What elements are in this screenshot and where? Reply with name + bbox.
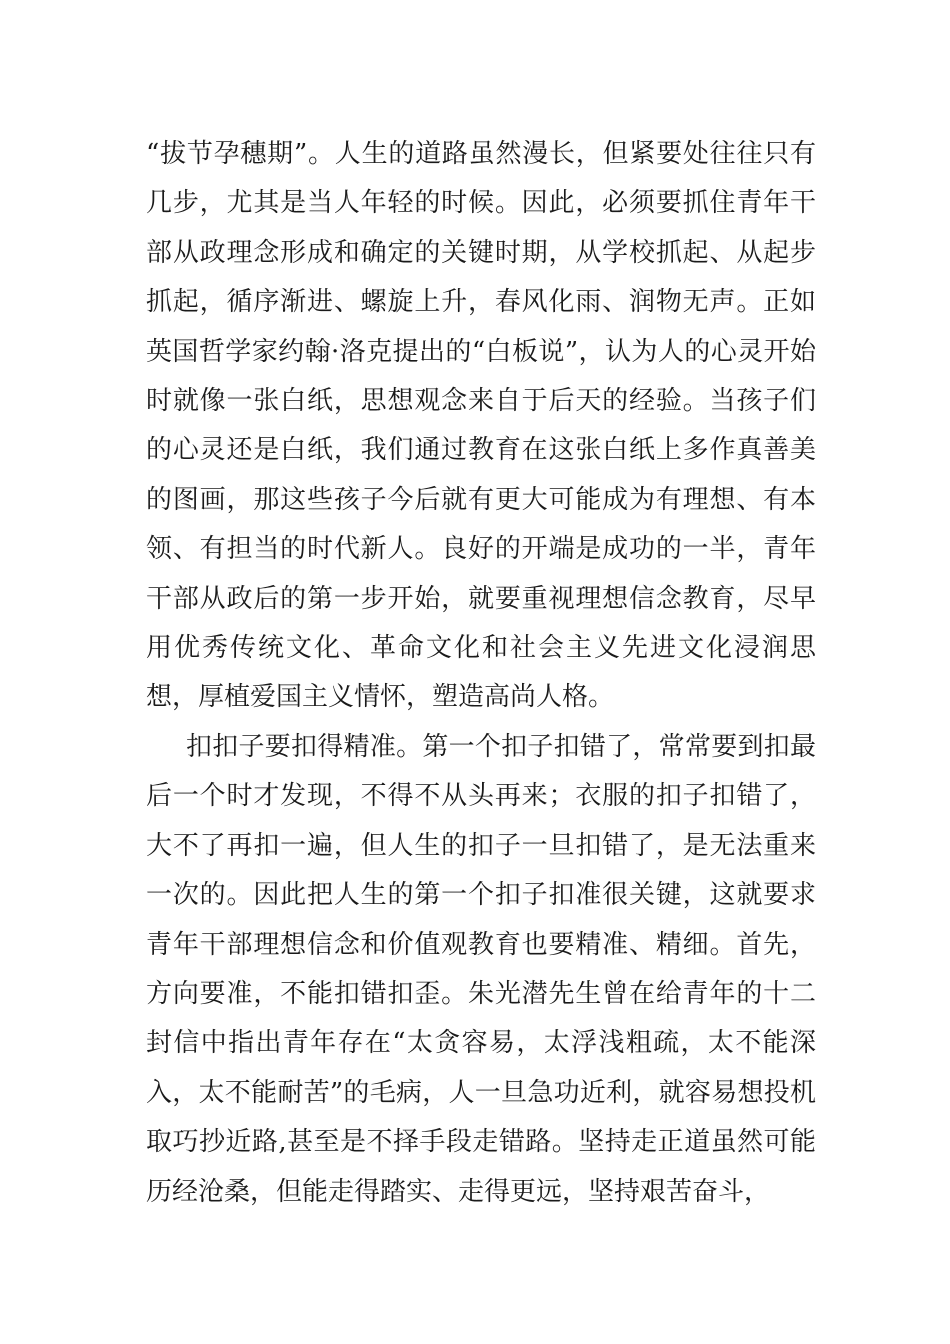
- paragraph-buttoning: 扣扣子要扣得精准。第一个扣子扣错了，常常要到扣最后一个时才发现，不得不从头再来；衣服的扣子扣错了，大不了再扣一遍，但人生的扣子一旦扣错了，是无法重来一次的。因此把人生的第一个扣子扣准很关键，这就要求青年干部理想信念和价值观教育也要精准、精细。首先，方向要准，不能扣错扣歪。朱光潜先生曾在给青年的十二封信中指出青年存在“太贪容易，太浮浅粗疏，太不能深入，太不能耐苦”的毛病，人一旦急功近利，就容易想投机取巧抄近路,甚至是不择手段走错路。坚持走正道虽然可能历经沧桑，但能走得踏实、走得更远，坚持艰苦奋斗，: [146, 731, 816, 1207]
- document-body: [146, 130, 816, 1217]
- paragraph-continued: “拔节孕穗期”。人生的道路虽然漫长，但紧要处往往只有几步，尤其是当人年轻的时候。因此，必须要抓住青年干部从政理念形成和确定的关键时期，从学校抓起、从起步抓起，循序渐进、螺旋上升，春风化雨、润物无声。正如英国哲学家约翰·洛克提出的“白板说”，认为人的心灵开始时就像一张白纸，思想观念来自于后天的经验。当孩子们的心灵还是白纸，我们通过教育在这张白纸上多作真善美的图画，那这些孩子今后就有更大可能成为有理想、有本领、有担当的时代新人。良好的开端是成功的一半，青年干部从政后的第一步开始，就要重视理想信念教育，尽早用优秀传统文化、革命文化和社会主义先进文化浸润思想，厚植爱国主义情怀，塑造高尚人格。: [146, 139, 816, 713]
